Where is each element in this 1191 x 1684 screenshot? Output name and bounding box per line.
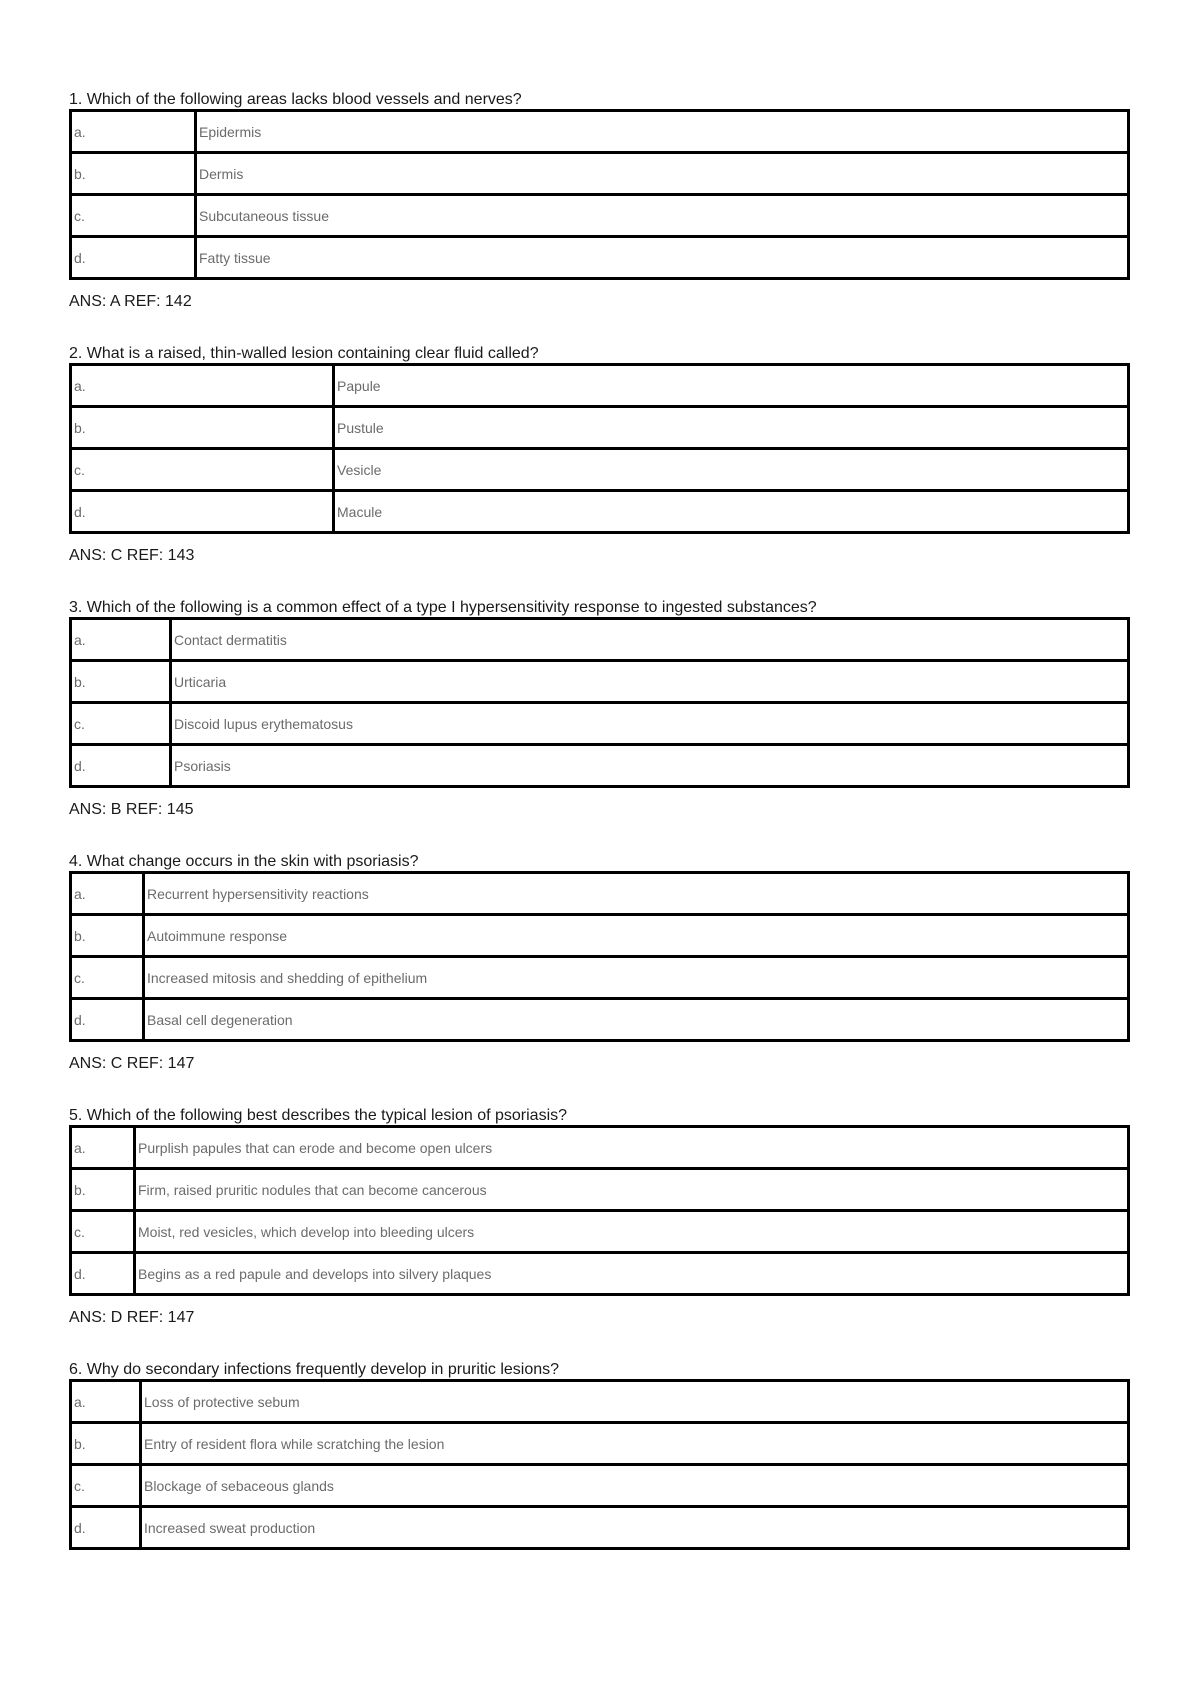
option-letter: d. [71,1507,141,1549]
option-letter: b. [71,153,196,195]
option-text: Basal cell degeneration [144,999,1129,1041]
question-text: 2. What is a raised, thin-walled lesion containing clear fluid called? [69,345,539,362]
options-table [69,617,1130,788]
option-text: Purplish papules that can erode and become open ulcers [135,1127,1129,1169]
question-text: 4. What change occurs in the skin with psoriasis? [69,853,419,870]
answer-line: ANS: C REF: 143 [69,547,195,564]
question-4 [69,853,1130,1073]
option-letter: b. [71,915,144,957]
question-1 [69,91,1130,311]
option-letter: b. [71,407,334,449]
option-text: Papule [334,365,1129,407]
answer-line: ANS: D REF: 147 [69,1309,195,1326]
option-letter: d. [71,745,171,787]
option-text: Epidermis [196,111,1129,153]
option-letter: a. [71,619,171,661]
options-table [69,871,1130,1042]
option-row [71,619,1129,661]
option-row [71,491,1129,533]
option-letter: d. [71,237,196,279]
option-row [71,873,1129,915]
option-text: Discoid lupus erythematosus [171,703,1129,745]
option-text: Increased mitosis and shedding of epithelium [144,957,1129,999]
option-text: Macule [334,491,1129,533]
options-table [69,363,1130,534]
option-letter: d. [71,999,144,1041]
option-row [71,1381,1129,1423]
option-text: Blockage of sebaceous glands [141,1465,1129,1507]
option-text: Autoimmune response [144,915,1129,957]
option-text: Firm, raised pruritic nodules that can become cancerous [135,1169,1129,1211]
option-letter: c. [71,1211,135,1253]
option-letter: b. [71,1423,141,1465]
answer-line: ANS: A REF: 142 [69,293,192,310]
option-text: Vesicle [334,449,1129,491]
option-row [71,661,1129,703]
option-letter: d. [71,491,334,533]
option-letter: a. [71,1381,141,1423]
option-letter: c. [71,1465,141,1507]
answer-line: ANS: C REF: 147 [69,1055,195,1072]
option-row [71,915,1129,957]
question-3 [69,599,1130,819]
option-text: Fatty tissue [196,237,1129,279]
option-letter: a. [71,365,334,407]
option-row [71,1211,1129,1253]
option-letter: b. [71,661,171,703]
option-row [71,999,1129,1041]
option-letter: a. [71,111,196,153]
option-text: Dermis [196,153,1129,195]
option-text: Contact dermatitis [171,619,1129,661]
option-text: Urticaria [171,661,1129,703]
option-text: Psoriasis [171,745,1129,787]
question-2 [69,345,1130,565]
option-row [71,153,1129,195]
option-text: Entry of resident flora while scratching the lesion [141,1423,1129,1465]
option-text: Subcutaneous tissue [196,195,1129,237]
option-text: Increased sweat production [141,1507,1129,1549]
option-row [71,449,1129,491]
option-row [71,195,1129,237]
option-row [71,957,1129,999]
option-letter: c. [71,449,334,491]
options-table [69,1379,1130,1550]
answer-line: ANS: B REF: 145 [69,801,194,818]
option-row [71,237,1129,279]
option-letter: a. [71,873,144,915]
option-text: Pustule [334,407,1129,449]
option-row [71,365,1129,407]
option-row [71,407,1129,449]
option-row [71,1465,1129,1507]
option-row [71,111,1129,153]
option-letter: d. [71,1253,135,1295]
option-letter: c. [71,195,196,237]
option-text: Recurrent hypersensitivity reactions [144,873,1129,915]
option-letter: a. [71,1127,135,1169]
option-row [71,745,1129,787]
options-table [69,109,1130,280]
option-row [71,1507,1129,1549]
question-text: 3. Which of the following is a common effect of a type I hypersensitivity response to ingested substances? [69,599,817,616]
option-letter: c. [71,703,171,745]
options-table [69,1125,1130,1296]
option-text: Begins as a red papule and develops into silvery plaques [135,1253,1129,1295]
question-text: 5. Which of the following best describes the typical lesion of psoriasis? [69,1107,568,1124]
option-row [71,1423,1129,1465]
option-row [71,703,1129,745]
option-letter: b. [71,1169,135,1211]
option-row [71,1127,1129,1169]
question-5 [69,1107,1130,1327]
option-text: Loss of protective sebum [141,1381,1129,1423]
option-row [71,1253,1129,1295]
option-row [71,1169,1129,1211]
question-6 [69,1361,1130,1550]
option-letter: c. [71,957,144,999]
question-text: 6. Why do secondary infections frequently develop in pruritic lesions? [69,1361,560,1378]
question-text: 1. Which of the following areas lacks blood vessels and nerves? [69,91,522,108]
option-text: Moist, red vesicles, which develop into bleeding ulcers [135,1211,1129,1253]
